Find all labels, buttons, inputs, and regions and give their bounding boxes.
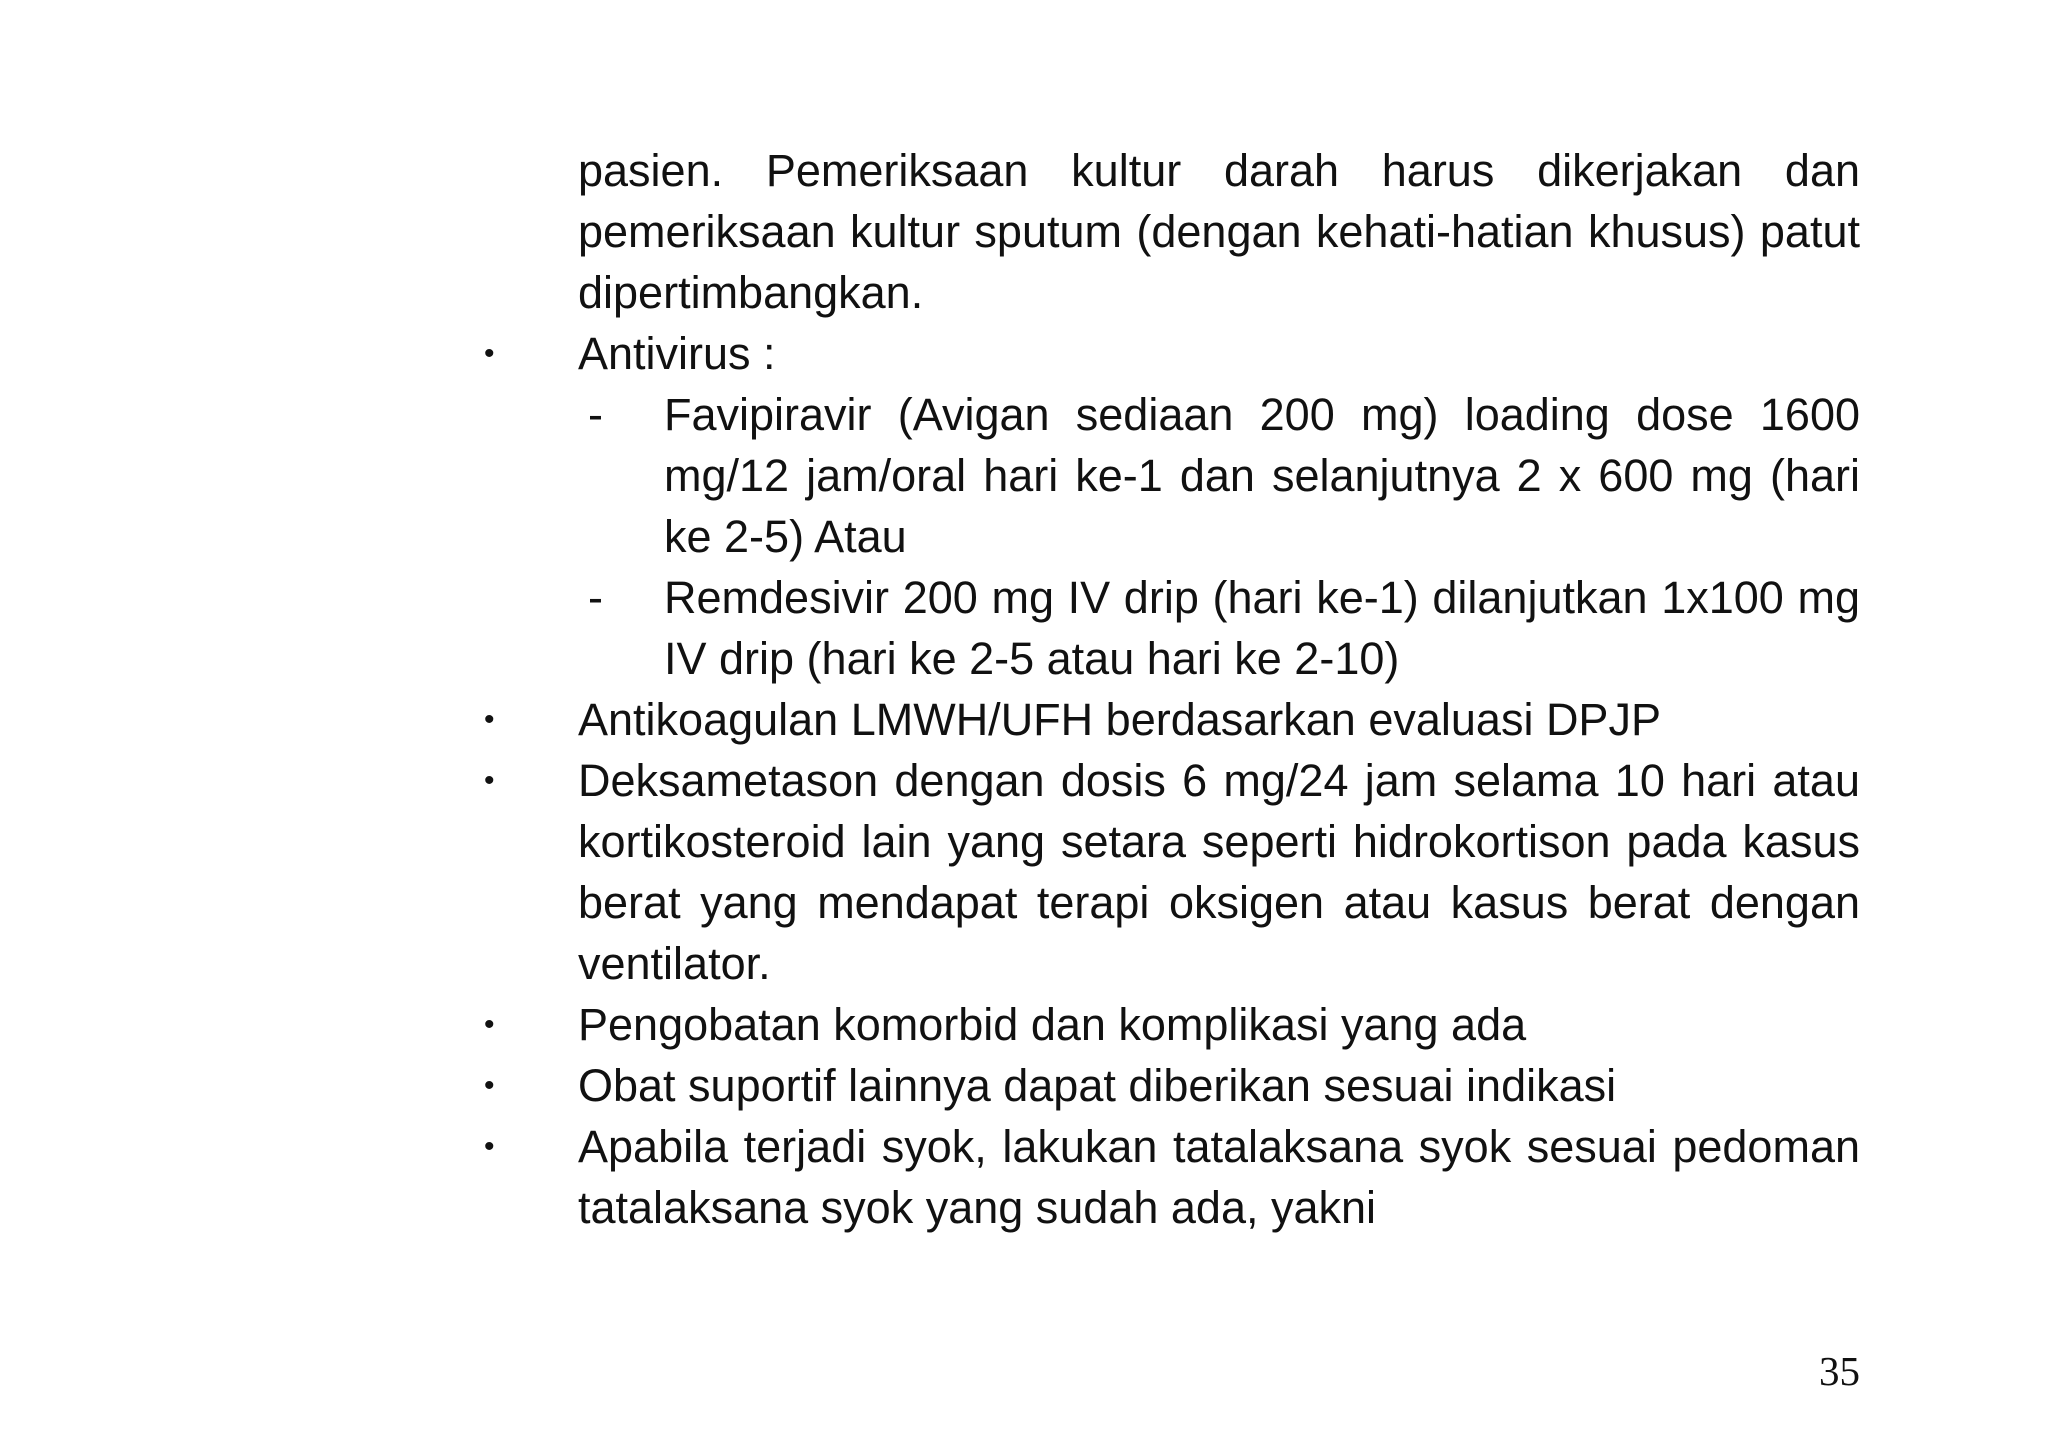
bullet-icon: •: [484, 1130, 495, 1163]
bullet-icon: •: [484, 337, 495, 370]
bullet-icon: •: [484, 764, 495, 797]
bullet-text: Obat suportif lainnya dapat diberikan sesuai indikasi: [578, 1060, 1617, 1111]
antivirus-sublist: [578, 384, 1860, 689]
bullet-syok: [484, 1116, 1860, 1238]
bullet-antikoagulan: [484, 689, 1860, 750]
page-number: 35: [1819, 1348, 1860, 1394]
sub-item-text: Favipiravir (Avigan sediaan 200 mg) loading dose 1600 mg/12 jam/oral hari ke-1 dan selanjutnya 2 x 600 mg (hari ke 2-5) Atau: [664, 389, 1860, 562]
bullet-icon: •: [484, 703, 495, 736]
bullet-obat-suportif: [484, 1055, 1860, 1116]
bullet-text: Antivirus :: [578, 328, 776, 379]
bullet-text: Deksametason dengan dosis 6 mg/24 jam selama 10 hari atau kortikosteroid lain yang setara seperti hidrokortison pada kasus berat yang mendapat terapi oksigen atau kasus berat dengan ventilator.: [578, 755, 1860, 989]
bullet-text: Pengobatan komorbid dan komplikasi yang ada: [578, 999, 1527, 1050]
sub-item-remdesivir: [588, 567, 1860, 689]
bullet-icon: •: [484, 1008, 495, 1041]
bullet-text: Antikoagulan LMWH/UFH berdasarkan evaluasi DPJP: [578, 694, 1661, 745]
bullet-deksametason: [484, 750, 1860, 994]
dash-icon: -: [588, 389, 603, 440]
dash-icon: -: [588, 572, 603, 623]
bullet-icon: •: [484, 1069, 495, 1102]
sub-item-favipiravir: [588, 384, 1860, 567]
bullet-antivirus: [484, 323, 1860, 384]
sub-item-text: Remdesivir 200 mg IV drip (hari ke-1) dilanjutkan 1x100 mg IV drip (hari ke 2-5 atau hari ke 2-10): [664, 572, 1860, 684]
bullet-pengobatan-komorbid: [484, 994, 1860, 1055]
page-body: [484, 140, 1860, 1238]
bullet-text: Apabila terjadi syok, lakukan tatalaksana syok sesuai pedoman tatalaksana syok yang sudah ada, yakni: [578, 1121, 1860, 1233]
continuation-paragraph: pasien. Pemeriksaan kultur darah harus dikerjakan dan pemeriksaan kultur sputum (dengan kehati-hatian khusus) patut dipertimbangkan.: [578, 145, 1860, 318]
